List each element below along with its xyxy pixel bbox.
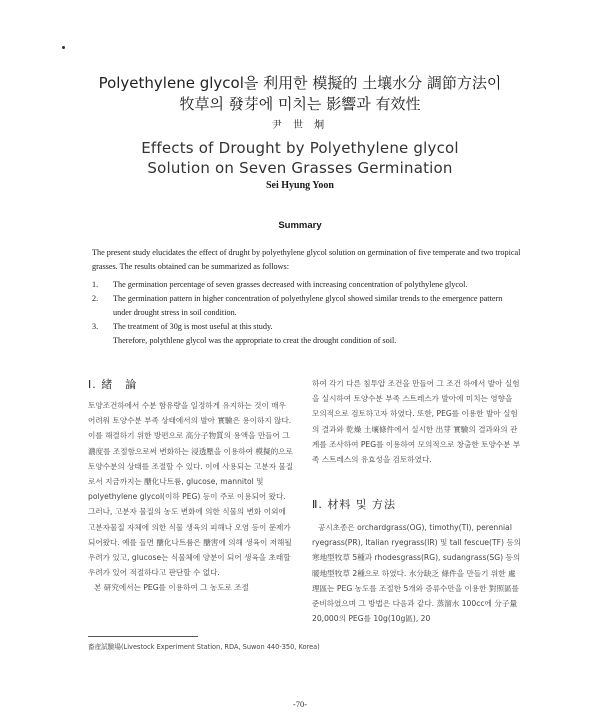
- summary-item-3: [92, 320, 522, 334]
- summary-item-2: [92, 292, 522, 319]
- introduction-right-column: [312, 376, 522, 467]
- summary-item-number: 2.: [92, 294, 99, 303]
- summary-conclusion-text: Therefore, polythlene glycol was the appropriate to creat the drought condition of soil.: [113, 336, 397, 345]
- summary-item-number: 1.: [92, 280, 99, 289]
- summary-heading: Summary: [278, 220, 322, 231]
- korean-title-line1: Polyethylene glycol을 利用한 模擬的 土壤水分 調節方法이: [98, 74, 502, 92]
- summary-item-text: The treatment of 30g is most useful at this study.: [113, 322, 273, 331]
- summary-intro-text: The present study elucidates the effect of drught by polyethylene glycol solution on germination of five temperate and two tropical grasses. The results obtained can be summarized as follows:: [92, 248, 521, 271]
- introduction-continued-text: 하여 각기 다른 침투압 조건을 만들어 그 조건 하에서 발아 실험을 실시하여 토양수분 부족 스트레스가 발아에 미치는 영향을 모의적으로 검토하고자 하였다. 또한, PEG를 이용한 발아 실험의 결과와 乾燥 土壤條件에서 실시한 出芽 實驗의 결과와의 관계를 조사하여 PEG를 이용하여 모의적으로 창출한 토양수분 부족 스트레스의 유효성을 검토하였다.: [312, 379, 521, 465]
- section-heading-introduction: Ⅰ. 緒 論: [88, 378, 138, 391]
- summary-item-text: The germination pattern in higher concentration of polyethylene glycol showed similar trends to the emergence pattern under drought stress in soil condition.: [113, 294, 503, 317]
- section-heading-methods: Ⅱ. 材料 및 方法: [312, 498, 397, 511]
- methods-text: 공시초종은 orchardgrass(OG), timothy(TI), perennial ryegrass(PR), Italian ryegrass(IR) 및 tall fescue(TF) 등의 寒地型牧草 5種과 rhodesgrass(RG), sudangrass(SG) 등의 暖地型牧草 2種으로 하였다. 水分缺乏 條件을 만들기 위한 處理區는 PEG 농도를 조절한 5개와 증류수만을 이용한 對照區를 준비하였으며 그 방법은 다음과 같다. 蒸溜水 100cc에 分子量 20,000의 PEG를 10g(10g區), 20: [312, 523, 522, 624]
- summary-item-text: The germination percentage of seven grasses decreased with increasing concentration of polythylene glycol.: [113, 280, 468, 289]
- introduction-left-column: [88, 398, 294, 596]
- footnote-rule: [88, 636, 198, 637]
- english-author: Sei Hyung Yoon: [266, 180, 334, 191]
- introduction-text-end: 본 研究에서는 PEG를 이용하여 그 농도로 조절: [94, 583, 249, 593]
- page-number: -70-: [292, 699, 308, 709]
- korean-author: 尹 世 炯: [271, 120, 329, 131]
- affiliation-footnote: 畜産試驗場(Livestock Experiment Station, RDA, Suwon 440-350, Korea): [88, 643, 320, 651]
- english-title-line1: Effects of Drought by Polyethylene glycol: [141, 139, 459, 157]
- summary-item-number: 3.: [92, 322, 99, 331]
- summary-item-1: [92, 278, 522, 292]
- introduction-text: 토양조건하에서 수분 함유량을 일정하게 유지하는 것이 매우 어려워 토양수분 부족 상태에서의 발아 實驗은 용이하지 않다. 이를 해결하기 위한 방편으로 高分子物質의 용액을 만들어 그 濃度를 조절함으로써 변화하는 浸透壓을 이용하여 模擬的으로 토양수분의 상태를 조절할 수 있다. 이에 사용되는 고분자 물질로서 지금까지는 醣化나트륨, glucose, mannitol 및 polyethylene glycol(이하 PEG) 등이 주로 이용되어 왔다. 그러나, 고분자 물질의 농도 변화에 의한 식물의 변화 이외에 고분자물질 자체에 의한 식물 생육의 피해나 오염 등이 문제가 되어왔다. 예를 들면 醣化나트륨은 醣害에 의해 생육이 저해될 우려가 있고, glucose는 식물체에 양분이 되어 생육을 초래할 우려가 있어 적절하다고 판단할 수 없다.: [88, 401, 294, 578]
- methods-column: [312, 520, 522, 626]
- summary-intro: [92, 246, 522, 273]
- summary-conclusion: [113, 334, 522, 348]
- english-title-line2: Solution on Seven Grasses Germination: [147, 159, 453, 177]
- korean-title-line2: 牧草의 發芽에 미치는 影響과 有效性: [179, 95, 421, 113]
- scan-mark: [62, 46, 65, 49]
